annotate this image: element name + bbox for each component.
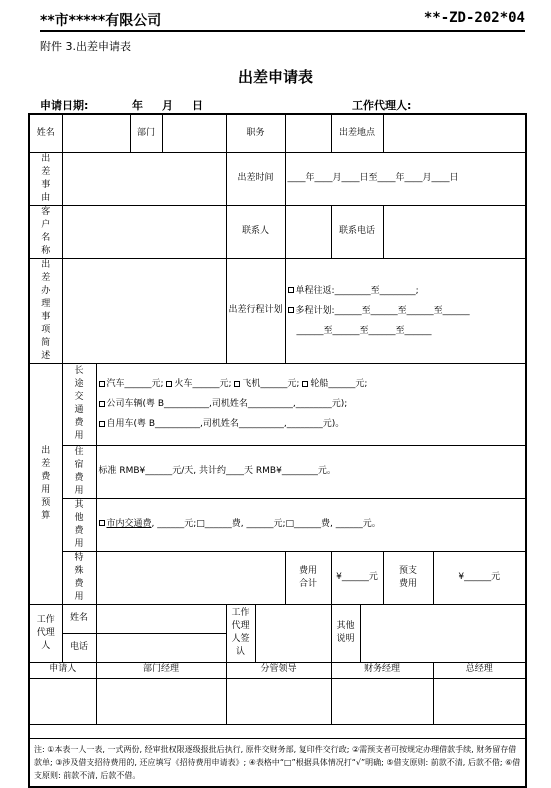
special-expense-field[interactable] [96,551,285,604]
special-expense-label: 特殊费用 [62,551,96,604]
day-label: 日 [192,99,203,112]
apply-date-label: 申请日期: [40,99,89,112]
document-header [40,8,525,32]
name-label: 姓名 [29,114,62,152]
local-transport-checkbox[interactable] [99,520,105,526]
other-expense-label: 其他费用 [62,498,96,551]
multi-trip-checkbox[interactable] [288,307,294,313]
general-manager-sign[interactable] [433,678,526,724]
remarks-label: 其他说明 [331,604,360,662]
agent-sign-label: 工作代理人签认 [226,604,255,662]
month-label: 月 [162,99,173,112]
name-field[interactable] [62,114,130,152]
procedure-label: 出差办理事项简述 [29,258,62,363]
agent-phone-label: 电话 [62,633,96,662]
agent-section-label: 工作代理人 [29,604,62,662]
contact-label: 联系人 [226,205,285,258]
spacer-row [29,724,526,738]
reason-field[interactable] [62,152,226,205]
annex-label: 附件 3.出差申请表 [40,40,131,53]
destination-label: 出差地点 [331,114,383,152]
long-transport-field[interactable]: 汽车______元; 火车______元; 飞机______元; 轮船______元; 公司车辆(粤 B__________,司机姓名__________,________元); 自用车(粤 B__________,司机姓名__________,________元)。 [96,363,526,445]
lodging-label: 住宿费用 [62,445,96,498]
agent-sign-field[interactable] [255,604,331,662]
dept-label: 部门 [130,114,162,152]
bus-checkbox[interactable] [99,381,105,387]
phone-label: 联系电话 [331,205,383,258]
agent-name-label: 姓名 [62,604,96,633]
contact-field[interactable] [285,205,331,258]
company-car-checkbox[interactable] [99,401,105,407]
general-manager-label: 总经理 [433,662,526,678]
finance-manager-label: 财务经理 [331,662,433,678]
form-note: 注: ①本表一人一表, 一式两份, 经审批权限逐级报批后执行, 原件交财务部, 复印件交行政; ②需预支者可按规定办理借款手续, 财务留存借款单; ③涉及借支招待费用的, 还应填写《招待费用申请表》; ④表格中“□”根据具体情况打“√”明确; ⑤借支原则: 前款不清, 后款不借; ⑥借支原则: 前款不清, 后款不借。 [29,738,526,787]
applicant-label: 申请人 [29,662,96,678]
remarks-field[interactable] [360,604,526,662]
finance-manager-sign[interactable] [331,678,433,724]
other-expense-field[interactable]: 市内交通费, ______元;□______费, ______元;□______费, ______元。 [96,498,526,551]
position-label: 职务 [226,114,285,152]
dept-manager-sign[interactable] [96,678,226,724]
budget-label: 出差费用预算 [29,363,62,604]
time-label: 出差时间 [226,152,285,205]
advance-label: 预支费用 [383,551,433,604]
dept-field[interactable] [162,114,226,152]
agent-name-field[interactable] [96,604,226,633]
procedure-field[interactable] [62,258,226,363]
position-field[interactable] [285,114,331,152]
train-checkbox[interactable] [166,381,172,387]
lodging-field[interactable]: 标准 RMB¥______元/天, 共计约____天 RMB¥________元。 [96,445,526,498]
company-name: **市*****有限公司 [40,13,162,29]
plan-field[interactable]: 单程往返:________至________; 多程计划:______至______至______至______ ______至______至______至______ [285,258,526,363]
long-transport-label: 长途交通费用 [62,363,96,445]
division-leader-label: 分管领导 [226,662,331,678]
total-field[interactable]: ¥______元 [331,551,383,604]
plane-checkbox[interactable] [234,381,240,387]
form-title: 出差申请表 [237,68,313,86]
document-code: **-ZD-202*04 [423,10,525,26]
own-car-checkbox[interactable] [99,421,105,427]
division-leader-sign[interactable] [226,678,331,724]
ship-checkbox[interactable] [302,381,308,387]
single-trip-checkbox[interactable] [288,287,294,293]
destination-field[interactable] [383,114,526,152]
client-label: 客户名称 [29,205,62,258]
application-form [28,113,527,788]
year-label: 年 [132,99,143,112]
plan-label: 出差行程计划 [226,258,285,363]
advance-field[interactable]: ¥______元 [433,551,526,604]
phone-field[interactable] [383,205,526,258]
client-field[interactable] [62,205,226,258]
reason-label: 出差事由 [29,152,62,205]
time-field[interactable]: ____年____月____日至____年____月____日 [285,152,526,205]
total-label: 费用合计 [285,551,331,604]
agent-label: 工作代理人: [352,99,412,112]
agent-phone-field[interactable] [96,633,226,662]
applicant-sign[interactable] [29,678,96,724]
dept-manager-label: 部门经理 [96,662,226,678]
